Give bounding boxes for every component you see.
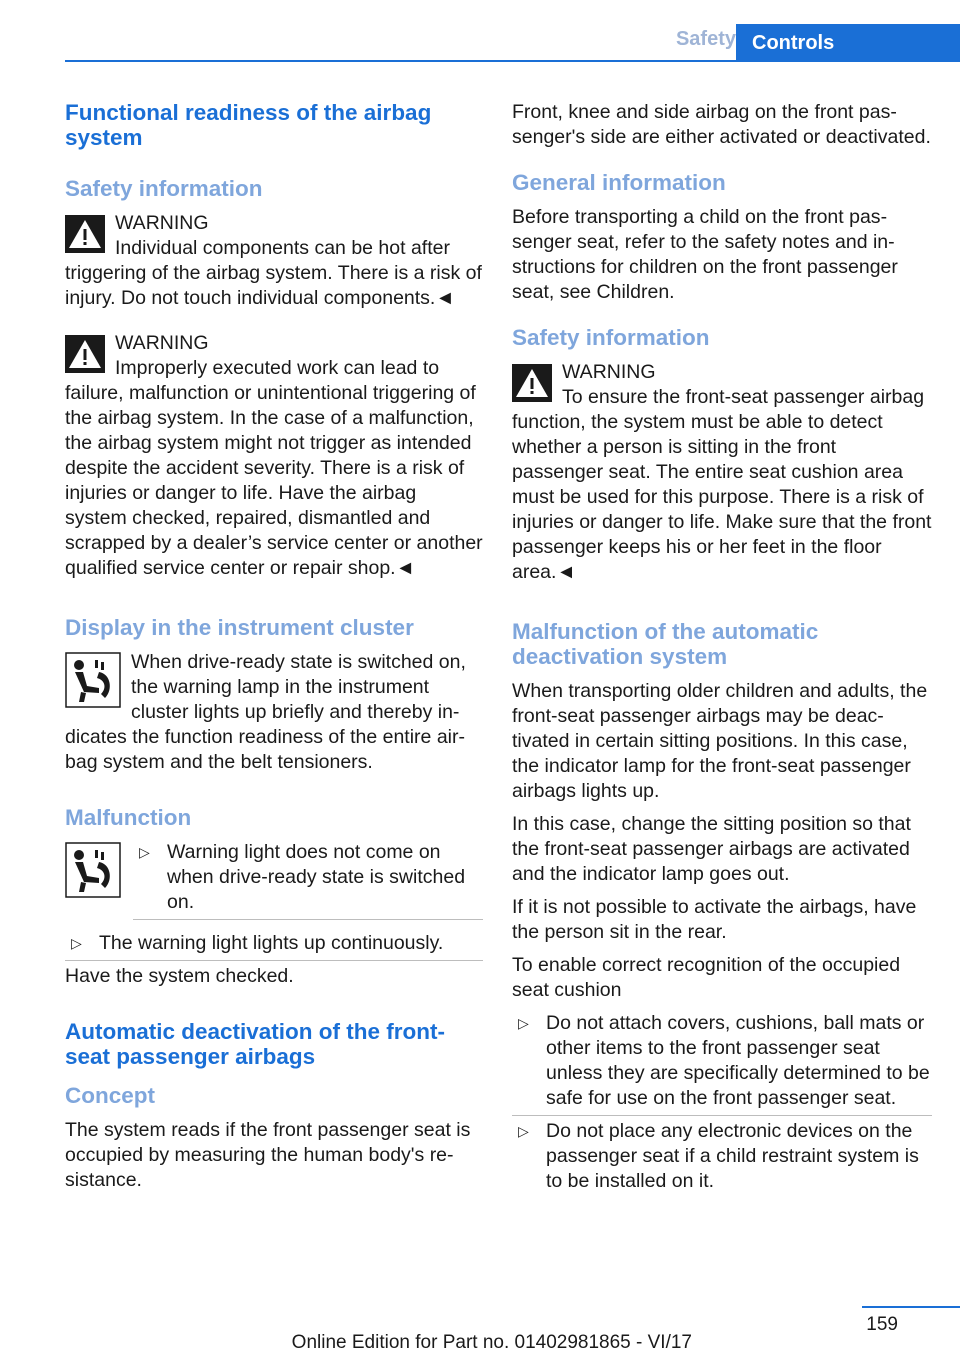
page-header [0,24,960,62]
warning-triangle-icon [65,215,105,253]
heading-malfunction: Malfunction [65,805,192,830]
warning-text: To ensure the front-seat passenger airbag function, the system must be able to detect whether a person is sitting in the front passenger seat. The entire seat cushion area must be used for this purpose. There is a risk of injuries or danger to life. Make sure that the front passenger keeps his or her feet in the floor area.◄ [512,386,932,583]
malfunction-block [65,840,483,931]
page-number: 159 [866,1314,898,1335]
heading-concept: Concept [65,1083,155,1108]
malfunction-list-b [65,931,483,956]
footer-rule [862,1306,960,1308]
bullet-triangle-icon: ▷ [518,1015,529,1031]
seat-cushion-list [512,1011,932,1194]
airbag-warning-lamp-icon [65,842,121,898]
malfunction-list-a [133,840,483,923]
warning-text: Individual components can be hot after triggering of the airbag system. There is a risk of injury. Do not touch individual components.◄ [65,237,482,309]
malfunction-action: Have the system checked. [65,965,294,987]
display-block [65,650,483,775]
header-chapter-tab: Controls [736,24,960,62]
list-item: ▷ Do not place any electronic devices on the passenger seat if a child restraint system is to be installed on it. [518,1120,919,1192]
display-text: When drive-ready state is switched on, the warning lamp in the instrument cluster lights up briefly and thereby indicates the function readiness of the entire airbag system and the belt tensioners. [65,651,466,773]
section-title-auto-deactivation: Automatic deactivation of the front-seat passenger airbags [65,1019,446,1069]
left-column [65,100,483,1201]
warning-label: WARNING [115,332,209,354]
warning-triangle-icon [512,364,552,402]
intro-text: Front, knee and side airbag on the front passenger's side are either activated or deactivated. [512,101,931,148]
bullet-triangle-icon: ▷ [518,1123,529,1139]
paragraph: If it is not possible to activate the airbags, have the person sit in the rear. [512,896,917,943]
list-item: ▷ Warning light does not come on when drive-ready state is switched on. [133,840,483,915]
heading-malfunction-auto-deactivation: Malfunction of the automatic deactivation system [512,619,819,669]
list-item: ▷ Do not attach covers, cushions, ball mats or other items to the front passenger seat unless they are specifically determined to be safe for use on the front passenger seat. [512,1011,932,1111]
list-item: ▷ The warning light lights up continuously. [65,931,483,956]
paragraph: When transporting older children and adults, the front-seat passenger airbags may be deactivated in certain sitting positions. In this case, the indicator lamp for the front-seat passenger airbags lights up. [512,680,928,802]
warning-block-hot-components [65,211,483,311]
warning-block-seat-detection [512,360,932,585]
paragraph: To enable correct recognition of the occupied seat cushion [512,954,901,1001]
warning-label: WARNING [115,212,209,234]
bullet-triangle-icon: ▷ [139,844,150,860]
page-footer [0,1302,960,1362]
warning-text: Improperly executed work can lead to failure, malfunction or unintentional triggering of the airbag system. In the case of a malfunction, the airbag system might not trigger as intended despite the accident severity. There is a risk of injuries or danger to life. Have the airbag system checked, repaired, dismantled and scrapped by a dealer’s service center or another qualified service center or repair shop.◄ [65,357,483,579]
warning-block-improper-work [65,331,483,581]
right-column [512,100,932,1202]
paragraph: In this case, change the sitting position so that the front-seat passenger airbags are activated and the indicator lamp goes out. [512,813,911,885]
section-title-airbag-readiness: Functional readiness of the airbag system [65,100,432,150]
warning-triangle-icon [65,335,105,373]
concept-text: The system reads if the front passenger seat is occupied by measuring the human body's resistance. [65,1119,471,1191]
airbag-warning-lamp-icon [65,652,121,708]
heading-general-information: General information [512,170,726,195]
heading-safety-information: Safety information [512,325,710,350]
header-section-label: Safety [675,28,736,50]
bullet-triangle-icon: ▷ [71,935,82,951]
edition-text: Online Edition for Part no. 01402981865 - VI/17 [291,1332,692,1353]
heading-display-instrument-cluster: Display in the instrument cluster [65,615,414,640]
general-text: Before transporting a child on the front passenger seat, refer to the safety notes and instructions for children on the front passenger seat, see Children. [512,206,898,303]
warning-label: WARNING [562,361,656,383]
heading-safety-information: Safety information [65,176,263,201]
